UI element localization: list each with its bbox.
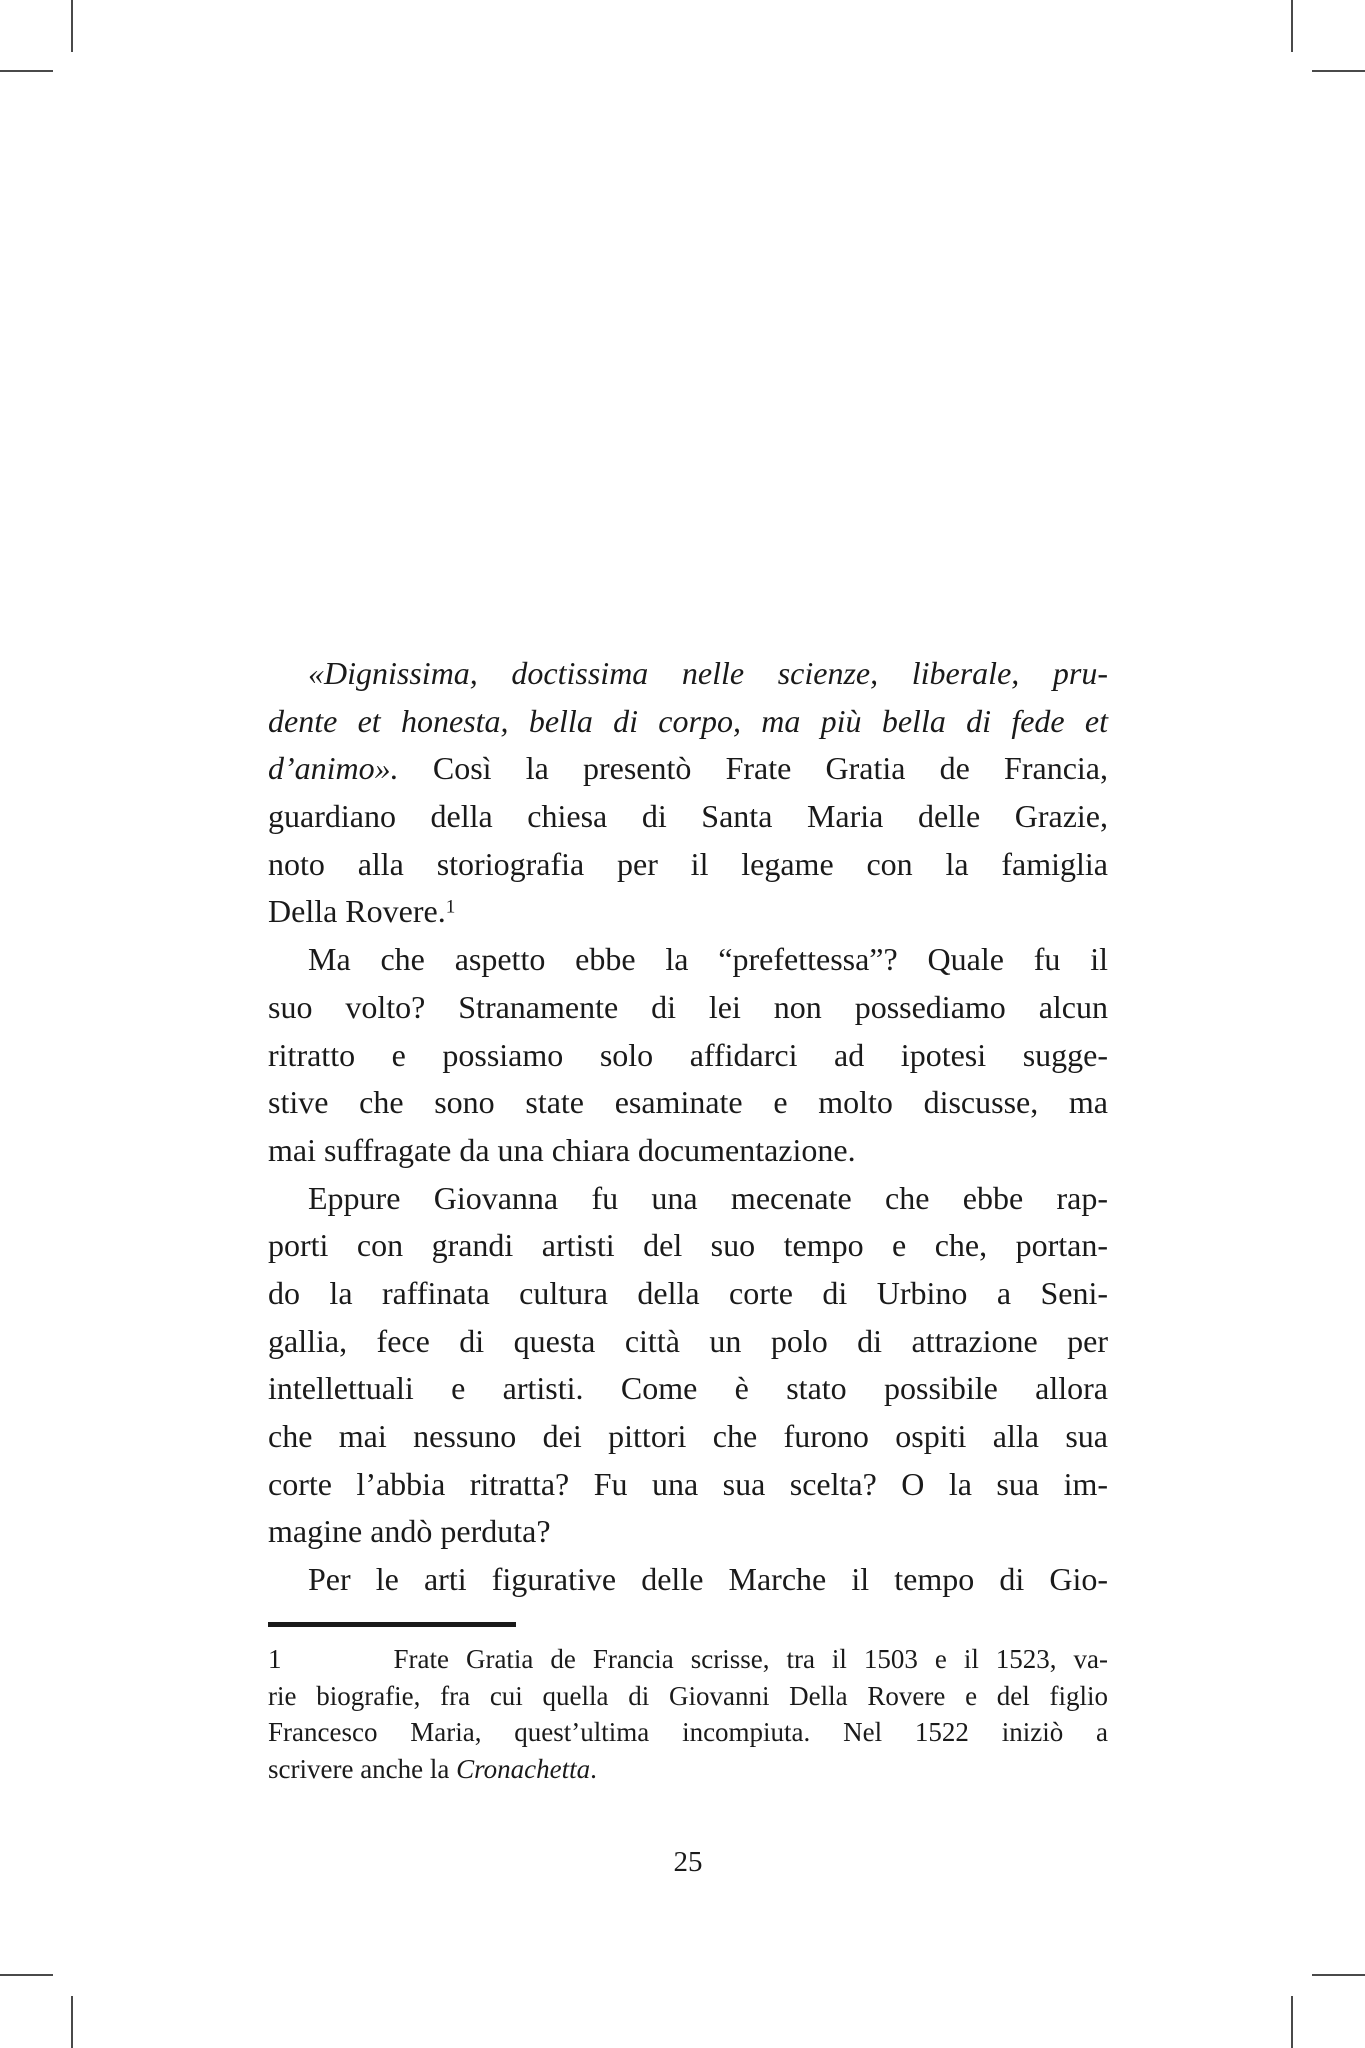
- text-segment: rie biografie, fra cui quella di Giovanni Della Rovere e del figlio: [268, 1680, 1108, 1711]
- text-segment: d’animo».: [268, 750, 433, 787]
- body-line: [268, 1175, 1108, 1223]
- crop-mark-bottom-right-horizontal: [1312, 1974, 1365, 1976]
- text-segment: Eppure Giovanna fu una mecenate che ebbe rap-: [308, 1179, 1108, 1216]
- footnote: [268, 1641, 1108, 1787]
- body-text: [268, 650, 1108, 1604]
- footnote-line: [268, 1641, 1108, 1678]
- text-segment: guardiano della chiesa di Santa Maria delle Grazie,: [268, 798, 1108, 835]
- body-line: [268, 984, 1108, 1032]
- body-line: [268, 1413, 1108, 1461]
- footnote-reference-superscript: 1: [445, 896, 456, 918]
- body-line: [268, 1365, 1108, 1413]
- text-segment: gallia, fece di questa città un polo di attrazione per: [268, 1322, 1108, 1359]
- page-number: 25: [673, 1846, 703, 1878]
- crop-mark-bottom-right-vertical: [1291, 1996, 1293, 2048]
- body-line: [268, 1270, 1108, 1318]
- text-segment: suo volto? Stranamente di lei non possediamo alcun: [268, 988, 1108, 1025]
- crop-mark-bottom-left-horizontal: [0, 1974, 53, 1976]
- text-segment: Così la presentò Frate Gratia de Francia,: [432, 750, 1109, 787]
- text-segment: noto alla storiografia per il legame con la famiglia: [268, 845, 1108, 882]
- body-line: [268, 888, 1108, 936]
- crop-mark-top-right-horizontal: [1312, 70, 1365, 72]
- text-segment: Ma che aspetto ebbe la “prefettessa”? Quale fu il: [308, 941, 1108, 978]
- text-segment: corte l’abbia ritratta? Fu una sua scelta? O la sua im-: [268, 1465, 1108, 1502]
- text-segment: do la raffinata cultura della corte di Urbino a Seni-: [268, 1274, 1108, 1311]
- body-line: [268, 793, 1108, 841]
- body-line: [268, 650, 1108, 698]
- text-segment: scrivere anche la: [268, 1753, 457, 1784]
- body-line: [268, 1508, 1108, 1556]
- body-line: [268, 1127, 1108, 1175]
- crop-mark-top-left-horizontal: [0, 70, 53, 72]
- text-segment: Cronachetta: [456, 1753, 591, 1784]
- text-segment: magine andò perduta?: [268, 1513, 551, 1550]
- text-segment: Per le arti figurative delle Marche il tempo di Gio-: [308, 1561, 1108, 1598]
- crop-mark-bottom-left-vertical: [71, 1996, 73, 2048]
- text-segment: mai suffragate da una chiara documentazione.: [268, 1131, 856, 1168]
- text-segment: stive che sono state esaminate e molto discusse, ma: [268, 1084, 1108, 1121]
- text-segment: .: [590, 1753, 597, 1784]
- text-segment: Della Rovere.: [268, 893, 446, 930]
- footnote-line: [268, 1678, 1108, 1715]
- footnote-separator-rule: [268, 1622, 516, 1627]
- body-line: [268, 1032, 1108, 1080]
- footnote-line: [268, 1714, 1108, 1751]
- text-segment: dente et honesta, bella di corpo, ma più bella di fede et: [268, 702, 1108, 739]
- body-line: [268, 841, 1108, 889]
- crop-mark-top-left-vertical: [71, 0, 73, 52]
- text-segment: «Dignissima, doctissima nelle scienze, liberale, pru-: [308, 655, 1108, 691]
- text-segment: Frate Gratia de Francia scrisse, tra il 1503 e il 1523, va-: [393, 1644, 1108, 1674]
- body-line: [268, 1222, 1108, 1270]
- text-segment: Francesco Maria, quest’ultima incompiuta. Nel 1522 iniziò a: [268, 1717, 1108, 1748]
- body-line: [268, 1318, 1108, 1366]
- body-line: [268, 745, 1108, 793]
- body-line: [268, 1079, 1108, 1127]
- body-line: [268, 936, 1108, 984]
- body-line: [268, 698, 1108, 746]
- text-segment: intellettuali e artisti. Come è stato possibile allora: [268, 1370, 1108, 1407]
- footnote-marker: 1: [268, 1644, 282, 1674]
- text-segment: porti con grandi artisti del suo tempo e che, portan-: [268, 1227, 1108, 1264]
- text-segment: che mai nessuno dei pittori che furono ospiti alla sua: [268, 1418, 1108, 1454]
- body-line: [268, 1461, 1108, 1509]
- text-segment: ritratto e possiamo solo affidarci ad ipotesi sugge-: [268, 1036, 1108, 1073]
- footnote-line: [268, 1751, 1108, 1788]
- crop-mark-top-right-vertical: [1291, 0, 1293, 52]
- body-line: [268, 1556, 1108, 1604]
